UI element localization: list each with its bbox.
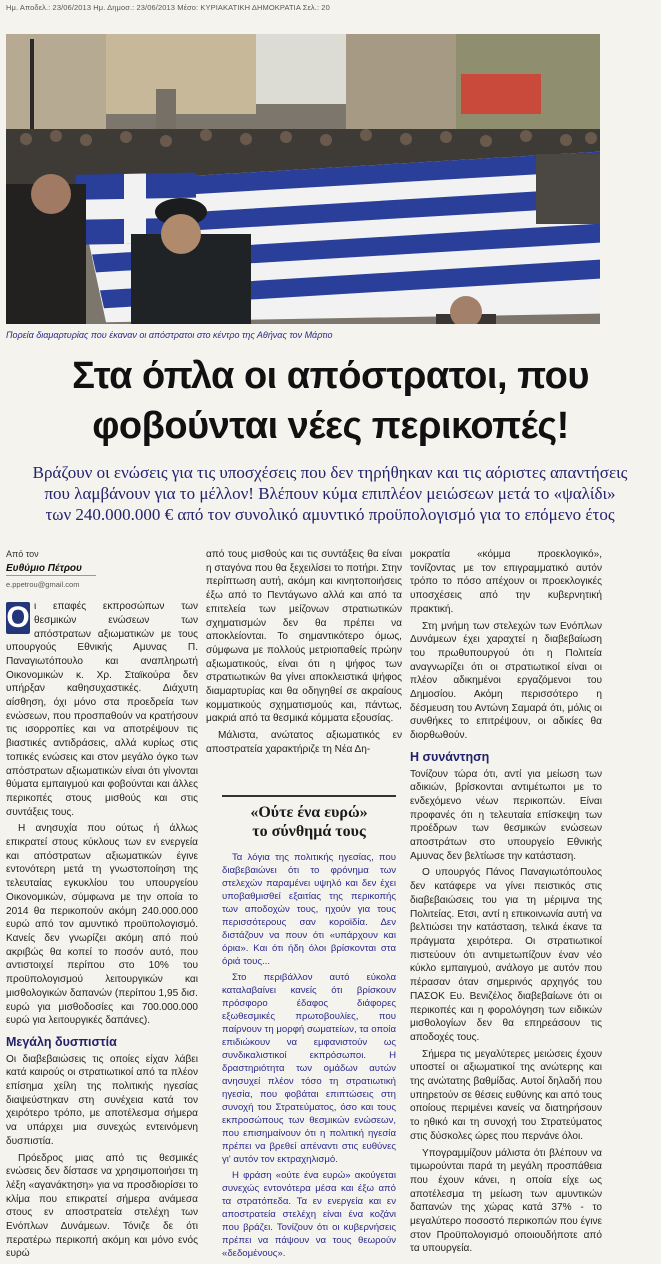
headline-line-1: Στα όπλα οι απόστρατοι, που: [72, 355, 589, 397]
protest-photo: [6, 34, 600, 324]
subhead-meeting: Η συνάντηση: [410, 749, 490, 764]
article-paragraph: Πρόεδρος μιας από τις θεσμικές ενώσεις δεν δίστασε να χρησιμοποιήσει τη λέξη «αγανάκτηση» για να προσδιορίσει το κλίμα που επικρατεί σήμερα ανάμεσα στους εν αποστρατεία στελέχη των Ενόπλων Δυνάμεων. Τόνιζε δε ότι περατέρω περικοπή ακόμη και μόνο ενός ευρώ: [6, 1152, 198, 1260]
deck-line-3: των 240.000.000 € από τον συνολικό αμυντικό προϋπολογισμό για το επόμενο έτος: [45, 505, 615, 524]
drop-cap: Ο: [6, 601, 30, 635]
building-right: [346, 34, 456, 129]
subhead-distrust: Μεγάλη δυσπιστία: [6, 1034, 117, 1049]
column-1: [6, 548, 198, 1264]
box-paragraph: Στο περιβάλλον αυτό εύκολα καταλαβαίνει κανείς ότι βρίσκουν πρόσφορο έδαφος διάφορες εξωθεσμικές πρωτοβουλίες, που παίρνουν τη μορφή σωματείων, τα οποία επιδιώκουν να εμφανιστούν ως συνδικαλιστικοί εκπρόσωποι. Η δραστηριότητα των ομάδων αυτών ανησυχεί πλέον τόσο τη στρατιωτική ηγεσία, που φοβάται επιπτώσεις στη συνοχή του Στρατεύματος, όσο και τους εκπροσώπους των θεσμικών ενώσεων, που επισημαίνουν ότι η πολιτική ηγεσία πρέπει να βρεθεί απέναντι στις ευθύνες γι' αυτόν τον εκτραχηλισμό.: [222, 972, 396, 1165]
article-paragraph: Στη μνήμη των στελεχών των Ενόπλων Δυνάμεων έχει χαραχτεί η διαβεβαίωση του πρωθυπουργού ότι η Πολιτεία αναγνωρίζει ότι οι στρατιωτικοί είναι οι πλέον αδικημένοι εργαζόμενοι του Δημοσίου. Ακόμη περισσότερο η δέσμευση του Αντώνη Σαμαρά ότι, μόλις οι συνθήκες το επιτρέψουν, οι αδικίες θα διορθωθούν.: [410, 620, 602, 742]
box-title-line-1: «Ούτε ένα ευρώ»: [250, 804, 368, 821]
shop-awning: [461, 74, 541, 114]
byline-email: e.ppetrou@gmail.com: [6, 575, 96, 592]
building-left: [6, 34, 106, 144]
box-body: [222, 851, 396, 1260]
sidebar-box: [222, 795, 396, 1259]
clipping-header: Ημ. Αποδελ.: 23/06/2013 Ημ. Δημοσ.: 23/06/2013 Μέσο: ΚΥΡΙΑΚΑΤΙΚΗ ΔΗΜΟΚΡΑΤΙΑ Σελ.: 20: [6, 3, 330, 12]
article-paragraph: Μάλιστα, ανώτατος αξιωματικός εν αποστρατεία χαρακτήριζε τη Νέα Δη-: [206, 730, 402, 755]
column-3: [410, 548, 602, 1259]
article-paragraph: Ο υπουργός Πάνος Παναγιωτόπουλος δεν κατάφερε να γίνει πειστικός στις διαβεβαιώσεις του για τη μέριμνα της Πολιτείας. Ετσι, αντί η επικοινωνία αυτή να βελτιώσει την κατάσταση, τελικά έκανε τα πράγματα χειρότερα. Οι στρατιωτικοί πιστεύουν ότι αντιμετωπίζουν έναν νέο κύκλο εμπαιγμού, ανάλογο με αυτόν που πέρασαν όταν σημερινός αρχηγός του ΠΑΣΟΚ Ευ. Βενιζέλος διαβεβαίωνε ότι οι περικοπές και η φορολόγηση των ειδικών μισθολογίων δεν θα επηρεάσουν τις αποδοχές τους.: [410, 867, 602, 1043]
article-paragraph: Υπογραμμίζουν μάλιστα ότι βλέπουν να τιμωρούνται παρά τη μεγάλη προσπάθεια που έχουν κάνει, η οποία είχε ως αποτέλεσμα τη μείωση των αμυντικών δαπανών της χώρας κατά 37% - το μεγαλύτερο ποσοστό περικοπών που έγινε στον Προϋπολογισμό οποιουδήποτε από τα υπουργεία.: [410, 1147, 602, 1255]
article-paragraph: [6, 600, 198, 819]
byline-from: Από τον: [6, 549, 39, 559]
headline-line-2: φοβούνται νέες περικοπές!: [92, 405, 569, 447]
column-2: [206, 548, 402, 760]
protest-photo-graphic: [6, 34, 600, 324]
building-center: [106, 34, 256, 114]
box-title: [222, 803, 396, 841]
sky: [256, 34, 346, 104]
box-title-line-2: το σύνθημά τους: [252, 823, 366, 840]
paragraph-text: ι επαφές εκπροσώπων των θεσμικών ενώσεων των απόστρατων αξιωματικών με τους υπουργούς Εθνικής Αμυνας Π. Παναγιωτόπουλο και αναπληρωτή Οικονομικών κ. Χρ. Σταϊκούρα δεν υπήρξαν καθησυχαστικές. Διάχυτη αίσθηση, όχι μόνο στα προεδρεία των ενώσεων, που προσπαθούν να κρατήσουν τις ισορροπίες και να αποτρέψουν τις βιαστικές αντιδράσεις, αλλά κυρίως στις τοπικές ενώσεις και στον μεγάλο όγκο των απόστρατων αξιωματικών είναι ότι γίνονται θύματα εμπαιγμού και φοβούνται και άλλες περικοπές στους μισθούς και στις συντάξεις τους.: [6, 601, 198, 818]
article-paragraph: από τους μισθούς και τις συντάξεις θα είναι η σταγόνα που θα ξεχειλίσει το ποτήρι. Στην περίπτωση αυτή, ακόμη και κινητοποιήσεις έξω από το Πεντάγωνο αλλά και από τα επιτελεία των μείζονων στρατιωτικών σχηματισμών δεν θα πρέπει να αποκλείονται. Το σημαντικότερο όμως, σύμφωνα με πολλούς μετριοπαθείς πρώην αξιωματικούς, είναι ότι η ψήφος των στρατιωτικών θα γίνει αποκλειστικά ψήφος διαμαρτυρίας και θα οδηγηθεί σε ακραίους κομματικούς σχηματισμούς και, πάντως, μακριά από τα θεσμικά κόμματα εξουσίας.: [206, 549, 402, 725]
article-paragraph: Σήμερα τις μεγαλύτερες μειώσεις έχουν υποστεί οι αξιωματικοί της ανώτερης και της ανώτατης βαθμίδας. Αυτοί δηλαδή που υπηρετούν σε θέσεις ευθύνης και από τους οποίους περιμένει κανείς να διατηρήσουν το ηθικό και τη συνοχή του Στρατεύματος στις δύσκολες ώρες που περνάνε όλοι.: [410, 1048, 602, 1142]
article-paragraph: Η ανησυχία που ούτως ή άλλως επικρατεί στους κύκλους των εν ενεργεία και απόστρατων αξιωματικών έγινε εντονότερη μετά τη γνωστοποίηση της τελευταίας εγκυκλίου του υπουργείου Οικονομικών, σύμφωνα με την οποία το 2014 θα περικοπούν ακόμη 240.000.000 ευρώ από τον αμυντικό προϋπολογισμό. Κανείς δεν γνωρίζει ακόμη από πού ακριβώς θα κοπεί το ποσόν αυτό, που αντιστοιχεί περίπου στο 10% του προϋπολογισμού λειτουργικών και μισθολογικών δαπανών (περίπου 1,95 δισ. ευρώ για μισθοδοσίες και 700.000.000 ευρώ για λειτουργικές δαπάνες).: [6, 823, 198, 1027]
photo-caption: Πορεία διαμαρτυρίας που έκαναν οι απόστρατοι στο κέντρο της Αθήνας τον Μάρτιο: [6, 330, 333, 340]
article-paragraph: Τονίζουν τώρα ότι, αντί για μείωση των αδικιών, βρίσκονται αντιμέτωποι με το ενδεχόμενο νέων περικοπών. Είναι προφανές ότι η τελευταία επίσκεψη των προέδρων των θεσμικών ενώσεων αποστράτων στο υπουργείο Εθνικής Αμυνας δεν βελτίωσε την κατάσταση.: [410, 768, 602, 862]
box-paragraph: Η φράση «ούτε ένα ευρώ» ακούγεται συνεχώς εντονότερα μέσα και έξω από τα στρατόπεδα. Τα εν ενεργεία και εν αποστρατεία στελέχη είναι ένα κοζάνι που βράζει. Τονίζουν ότι οι κυβερνήσεις πρέπει να πάψουν να τους θεωρούν «δεδομένους».: [222, 1170, 396, 1259]
byline-author: Ευθύμιο Πέτρου: [6, 562, 82, 574]
deck-line-1: Βράζουν οι ενώσεις για τις υποσχέσεις που δεν τηρήθηκαν και τις αόριστες απαντήσεις: [32, 463, 628, 482]
deck-line-2: που λαμβάνουν για το μέλλον! Βλέπουν κύμα επιπλέον μειώσεων μετά το «ψαλίδι»: [44, 484, 616, 503]
article-paragraph: μοκρατία «κόμμα προεκλογικό», τονίζοντας με τον επιγραμματικό αυτόν τρόπο το πόσο απέχουν οι προεκλογικές υποσχέσεις από την κυβερνητική πρακτική.: [410, 549, 602, 615]
box-paragraph: Τα λόγια της πολιτικής ηγεσίας, που διαβεβαιώνει ότι το φρόνημα των στελεχών παραμένει υψηλό και δεν έχει υποβαθμισθεί εξαιτίας της περικοπής των αποδοχών τους, ηχούν για τους περισσότερους σαν κοροϊδία. Δεν διστάζουν να πουν ότι «υπάρχουν και όρια». Και ότι ήδη όλοι βρίσκονται στα όριά τους...: [222, 852, 396, 967]
article-paragraph: Οι διαβεβαιώσεις τις οποίες είχαν λάβει κατά καιρούς οι στρατιωτικοί από τα πλέον επίσημα χείλη της πολιτικής ηγεσίας διαψεύστηκαν στη συνέχεια κατά τον χειρότερο τρόπο, με αποτέλεσμα σήμερα να υπάρχει μια συνεχώς εντεινόμενη δυσπιστία.: [6, 1053, 198, 1147]
